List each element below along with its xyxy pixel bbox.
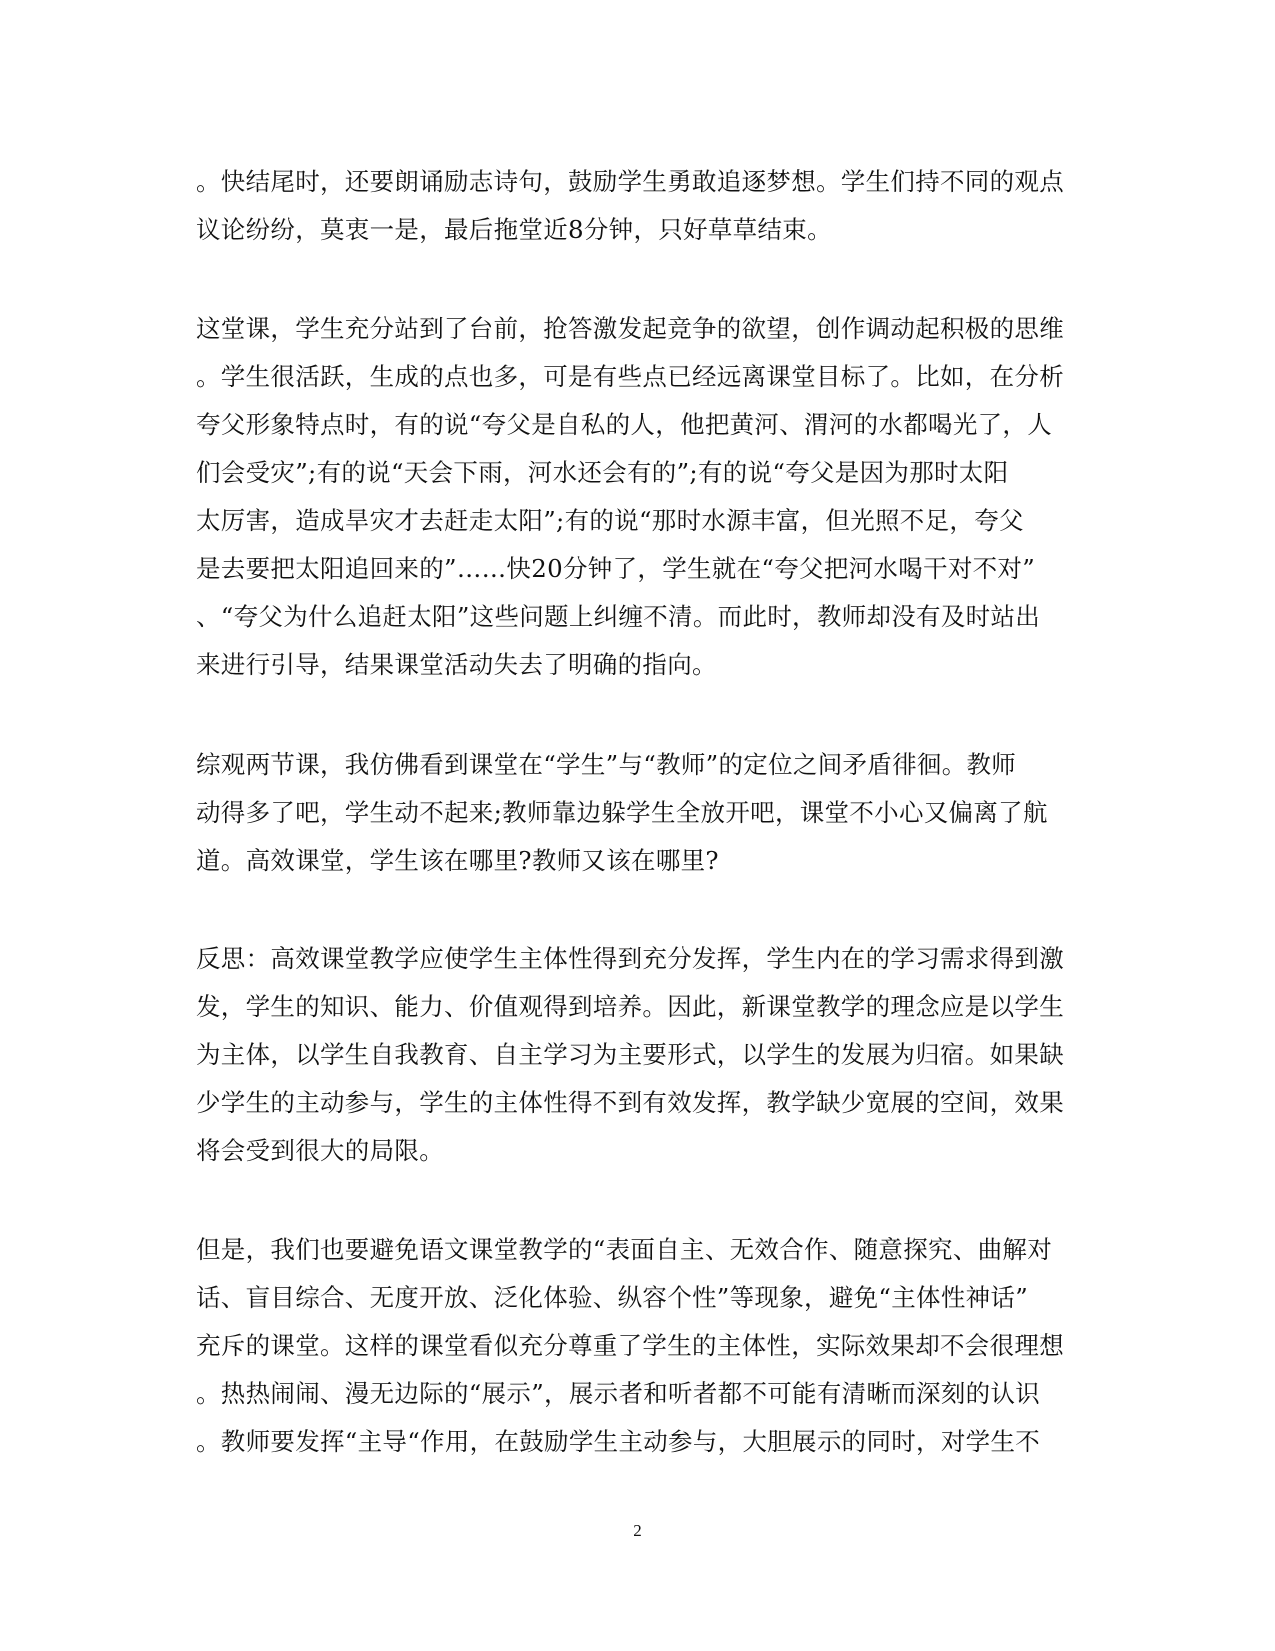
text-line: 夸父形象特点时，有的说“夸父是自私的人，他把黄河、渭河的水都喝光了，人 <box>196 410 1053 439</box>
page-number: 2 <box>633 1521 642 1540</box>
text-line: 动得多了吧，学生动不起来;教师靠边躲学生全放开吧，课堂不小心又偏离了航 <box>196 798 1048 827</box>
text-line: 。教师要发挥“主导“作用，在鼓励学生主动参与，大胆展示的同时，对学生不 <box>196 1427 1041 1456</box>
text-line: 、“夸父为什么追赶太阳”这些问题上纠缠不清。而此时，教师却没有及时站出 <box>196 602 1041 631</box>
text-line: 道。高效课堂，学生该在哪里?教师又该在哪里? <box>196 846 719 875</box>
paragraph-1 <box>196 158 1076 254</box>
text-line: 议论纷纷，莫衷一是，最后拖堂近8分钟，只好草草结束。 <box>196 215 832 244</box>
text-line: 话、盲目综合、无度开放、泛化体验、纵容个性”等现象，避免“主体性神话” <box>196 1283 1029 1312</box>
text-line: 少学生的主动参与，学生的主体性得不到有效发挥，教学缺少宽展的空间，效果 <box>196 1088 1064 1117</box>
text-line: 。学生很活跃，生成的点也多，可是有些点已经远离课堂目标了。比如，在分析 <box>196 362 1064 391</box>
paragraph-5 <box>196 1226 1076 1466</box>
text-line: 。快结尾时，还要朗诵励志诗句，鼓励学生勇敢追逐梦想。学生们持不同的观点 <box>196 167 1064 196</box>
text-line: 发，学生的知识、能力、价值观得到培养。因此，新课堂教学的理念应是以学生 <box>196 992 1064 1021</box>
text-line: 将会受到很大的局限。 <box>196 1136 444 1165</box>
text-line: 。热热闹闹、漫无边际的“展示”，展示者和听者都不可能有清晰而深刻的认识 <box>196 1379 1041 1408</box>
text-line: 太厉害，造成旱灾才去赶走太阳”;有的说“那时水源丰富，但光照不足，夸父 <box>196 506 1024 535</box>
text-line: 但是，我们也要避免语文课堂教学的“表面自主、无效合作、随意探究、曲解对 <box>196 1235 1053 1264</box>
text-line: 综观两节课，我仿佛看到课堂在“学生”与“教师”的定位之间矛盾徘徊。教师 <box>196 750 1017 779</box>
text-line: 反思：高效课堂教学应使学生主体性得到充分发挥，学生内在的学习需求得到激 <box>196 944 1064 973</box>
text-line: 充斥的课堂。这样的课堂看似充分尊重了学生的主体性，实际效果却不会很理想 <box>196 1331 1064 1360</box>
text-line: 这堂课，学生充分站到了台前，抢答激发起竞争的欲望，创作调动起积极的思维 <box>196 314 1064 343</box>
paragraph-3 <box>196 741 1076 885</box>
text-line: 是去要把太阳追回来的”……快20分钟了，学生就在“夸父把河水喝干对不对” <box>196 554 1036 583</box>
paragraph-4 <box>196 935 1076 1175</box>
text-line: 们会受灾”;有的说“天会下雨，河水还会有的”;有的说“夸父是因为那时太阳 <box>196 458 1009 487</box>
paragraph-2 <box>196 305 1076 689</box>
text-line: 来进行引导，结果课堂活动失去了明确的指向。 <box>196 650 717 679</box>
text-line: 为主体，以学生自我教育、自主学习为主要形式，以学生的发展为归宿。如果缺 <box>196 1040 1064 1069</box>
